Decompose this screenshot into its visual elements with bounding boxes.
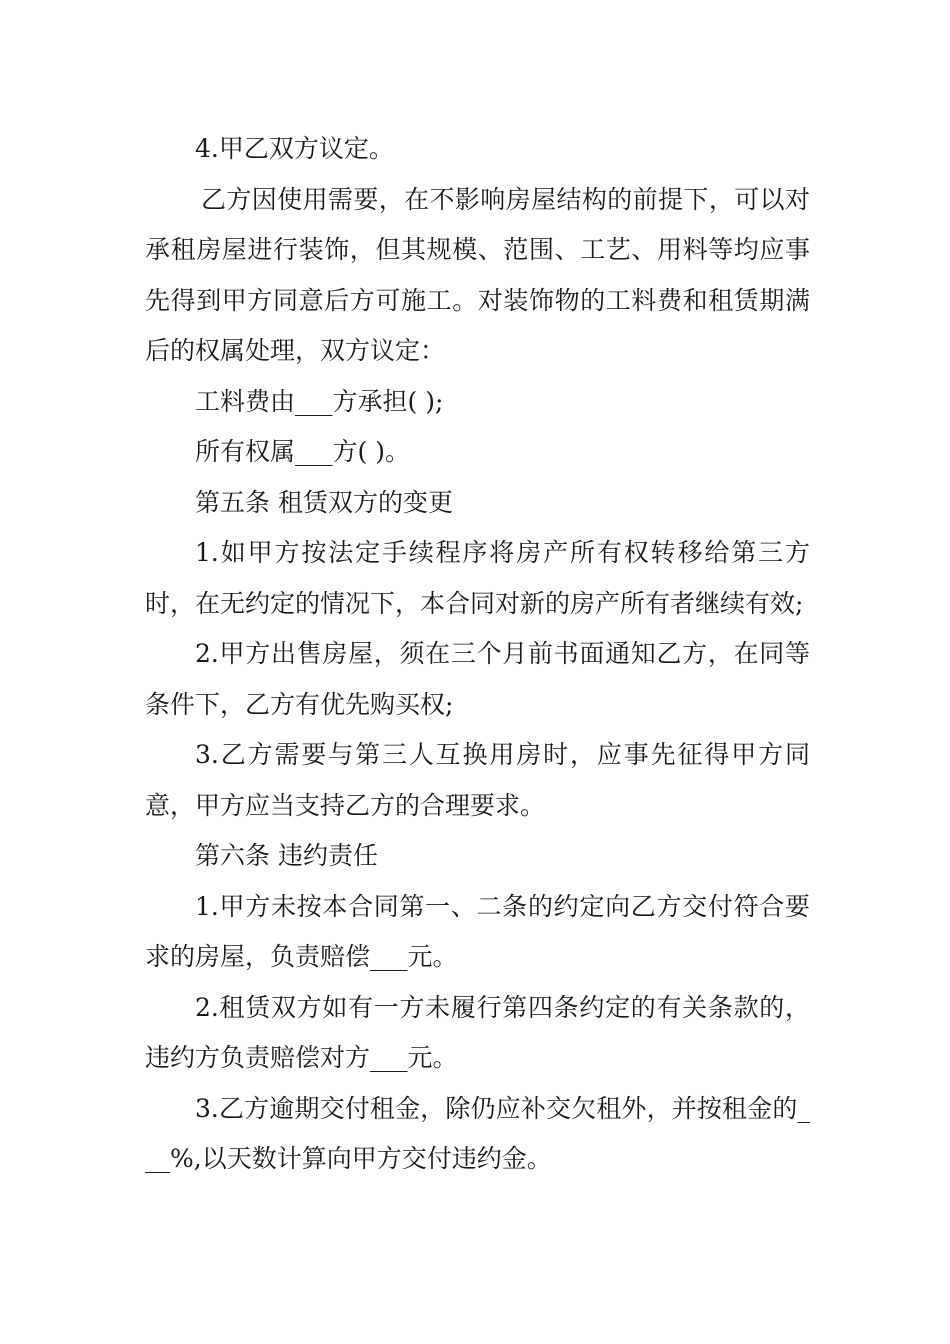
paragraph-article-6-item-2: 2.租赁双方如有一方未履行第四条约定的有关条款的，违约方负责赔偿对方___元。 — [145, 992, 810, 1072]
paragraph-material-cost: 工料费由___方承担( ); — [195, 386, 444, 416]
paragraph-ownership: 所有权属___方( )。 — [195, 437, 410, 466]
paragraph-decoration-terms: 乙方因使用需要，在不影响房屋结构的前提下，可以对承租房屋进行装饰，但其规模、范围、工艺、用料等均应事先得到甲方同意后方可施工。对装饰物的工料费和租赁期满后的权属处理，双方议定： — [145, 184, 810, 365]
document-page — [145, 124, 810, 1185]
heading-article-5: 第五条 租赁双方的变更 — [195, 487, 453, 517]
paragraph-article-4-item-4: 4.甲乙双方议定。 — [195, 134, 394, 163]
paragraph-article-5-item-2: 2.甲方出售房屋，须在三个月前书面通知乙方，在同等条件下，乙方有优先购买权; — [145, 639, 810, 719]
paragraph-article-5-item-1: 1.如甲方按法定手续程序将房产所有权转移给第三方时，在无约定的情况下，本合同对新的房产所有者继续有效; — [145, 538, 810, 618]
paragraph-article-6-item-3: 3.乙方逾期交付租金，除仍应补交欠租外，并按租金的___%,以天数计算向甲方交付违约金。 — [145, 1093, 810, 1173]
heading-article-6: 第六条 违约责任 — [195, 841, 378, 870]
paragraph-article-5-item-3: 3.乙方需要与第三人互换用房时，应事先征得甲方同意，甲方应当支持乙方的合理要求。 — [145, 740, 810, 820]
paragraph-article-6-item-1: 1.甲方未按本合同第一、二条的约定向乙方交付符合要求的房屋，负责赔偿___元。 — [145, 891, 810, 971]
